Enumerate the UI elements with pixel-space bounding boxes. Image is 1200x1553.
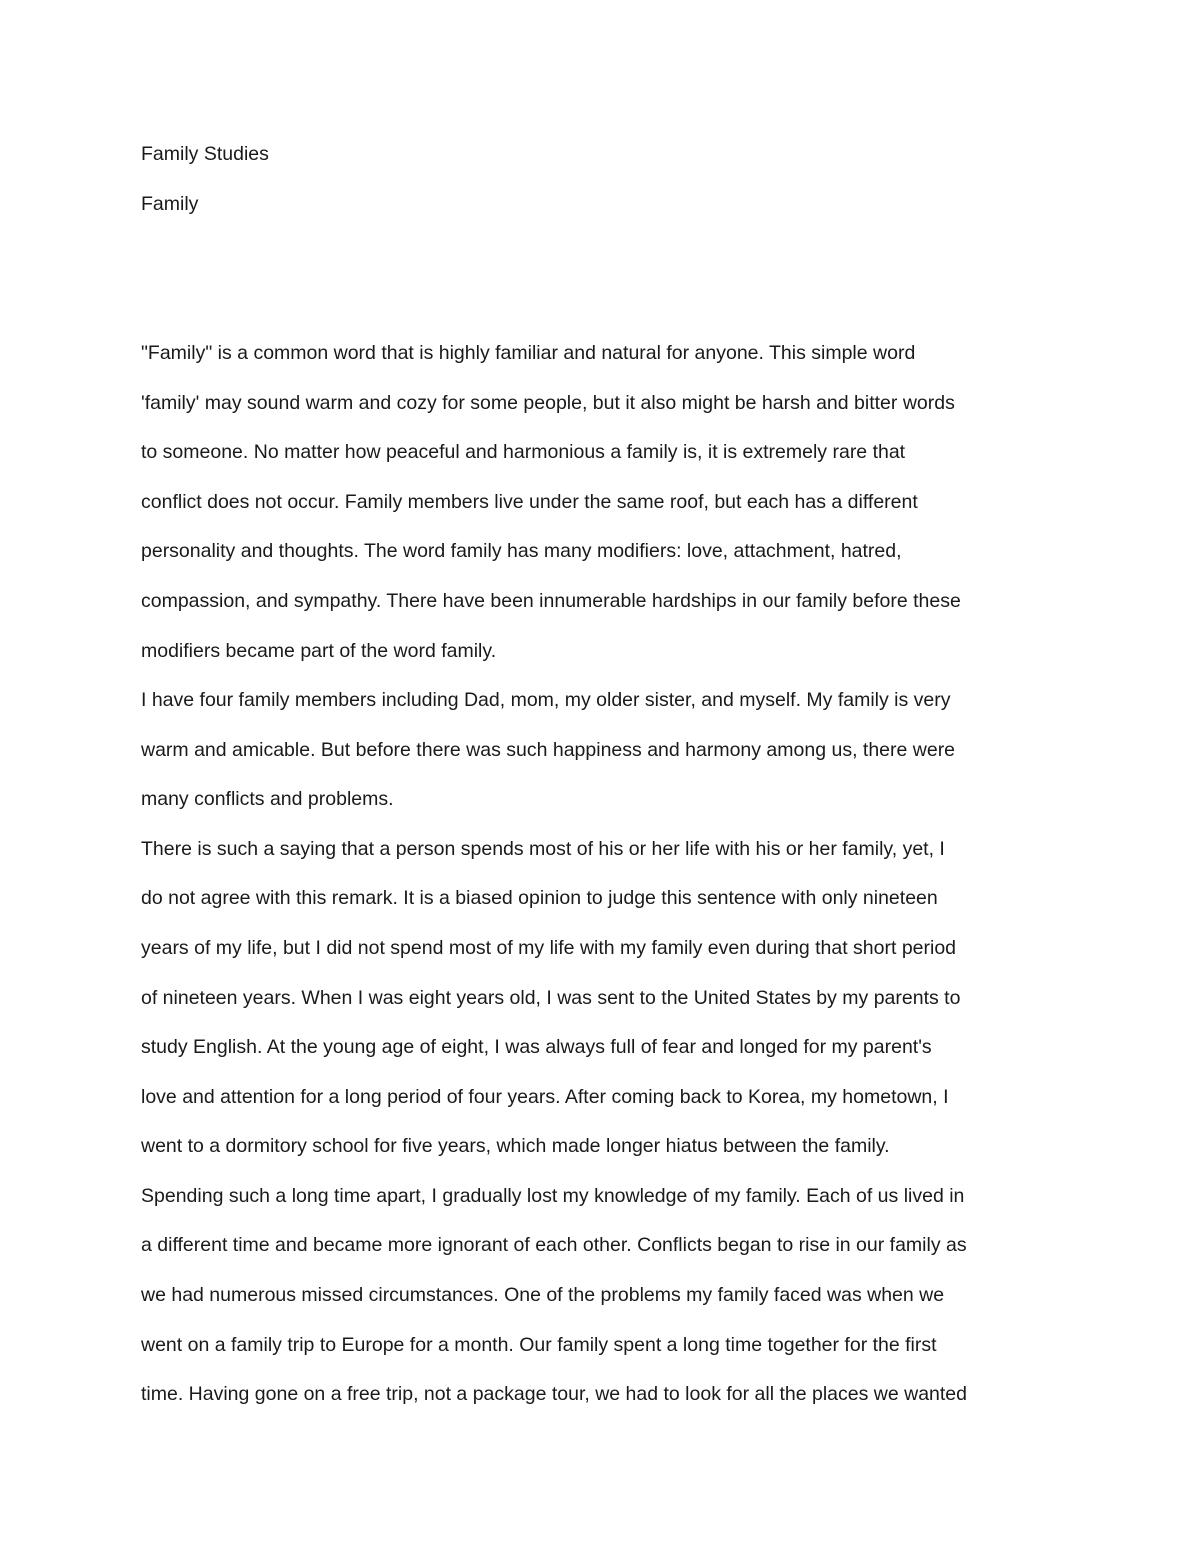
body-line: a different time and became more ignorant of each other. Conflicts began to rise in our family as bbox=[141, 1234, 967, 1256]
body-line: I have four family members including Dad, mom, my older sister, and myself. My family is very bbox=[141, 689, 951, 711]
body-line: personality and thoughts. The word family has many modifiers: love, attachment, hatred, bbox=[141, 540, 902, 562]
body-line: There is such a saying that a person spends most of his or her life with his or her family, yet, I bbox=[141, 838, 945, 860]
body-line: went to a dormitory school for five years, which made longer hiatus between the family. bbox=[141, 1135, 890, 1157]
body-line: time. Having gone on a free trip, not a package tour, we had to look for all the places we wanted bbox=[141, 1383, 967, 1405]
body-line: of nineteen years. When I was eight years old, I was sent to the United States by my parents to bbox=[141, 987, 961, 1009]
course-name: Family Studies bbox=[141, 143, 269, 165]
body-line: love and attention for a long period of four years. After coming back to Korea, my hometown, I bbox=[141, 1086, 949, 1108]
body-line: study English. At the young age of eight, I was always full of fear and longed for my parent's bbox=[141, 1036, 932, 1058]
body-line: Spending such a long time apart, I gradually lost my knowledge of my family. Each of us lived in bbox=[141, 1185, 965, 1207]
body-line: many conflicts and problems. bbox=[141, 788, 394, 810]
body-line: we had numerous missed circumstances. One of the problems my family faced was when we bbox=[141, 1284, 945, 1306]
body-line: "Family" is a common word that is highly familiar and natural for anyone. This simple word bbox=[141, 342, 916, 364]
body-line: 'family' may sound warm and cozy for some people, but it also might be harsh and bitter words bbox=[141, 392, 955, 414]
body-line: conflict does not occur. Family members live under the same roof, but each has a different bbox=[141, 491, 918, 513]
essay-title: Family bbox=[141, 193, 199, 215]
body-line: to someone. No matter how peaceful and harmonious a family is, it is extremely rare that bbox=[141, 441, 906, 463]
body-line: went on a family trip to Europe for a month. Our family spent a long time together for the first bbox=[141, 1334, 937, 1356]
body-line: warm and amicable. But before there was such happiness and harmony among us, there were bbox=[141, 739, 956, 761]
body-line: years of my life, but I did not spend most of my life with my family even during that short period bbox=[141, 937, 957, 959]
body-line: compassion, and sympathy. There have been innumerable hardships in our family before these bbox=[141, 590, 961, 612]
body-line: modifiers became part of the word family. bbox=[141, 640, 497, 662]
body-line: do not agree with this remark. It is a biased opinion to judge this sentence with only nineteen bbox=[141, 887, 938, 909]
